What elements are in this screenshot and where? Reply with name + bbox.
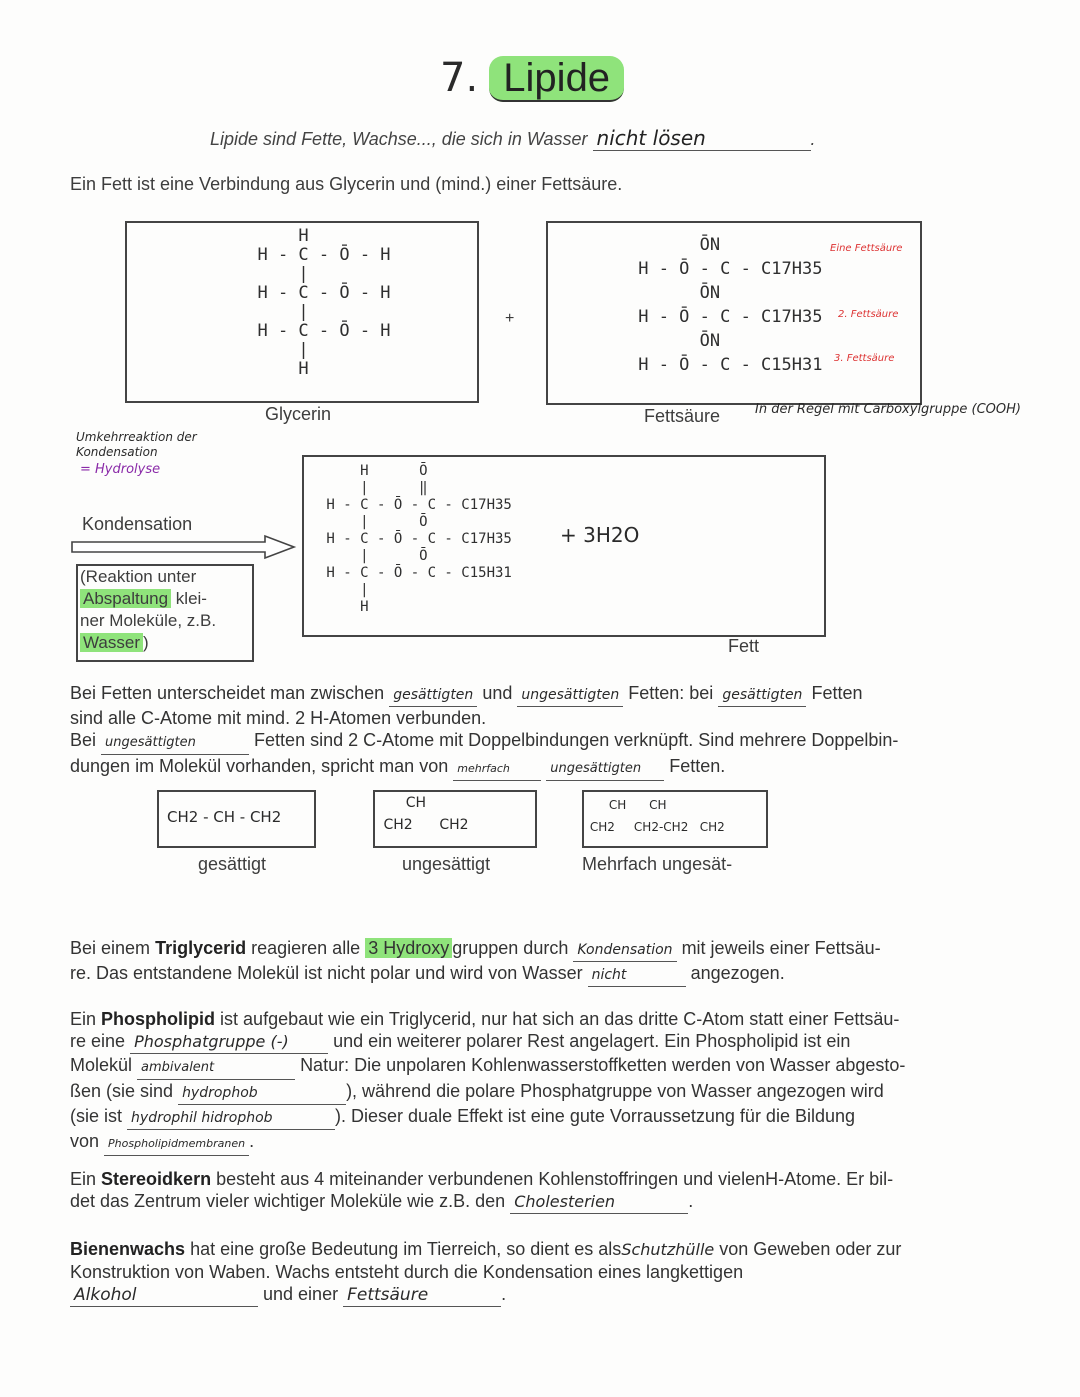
sat-text-8: dungen im Molekül vorhanden, spricht man von [70,756,449,776]
fat-formula: H Ō | ‖ H - C - Ō - C - C17H35 | Ō H - C - Ō - C - C17H35 | Ō H - C - Ō - C - C15H31 | H [326,463,512,615]
tri-bold: Triglycerid [155,938,247,958]
sat-answer-1: gesättigten [389,684,477,707]
annotation-1: Eine Fettsäure [830,243,903,254]
tri-answer-2: nicht [588,964,686,987]
st-text-1: Ein [70,1169,97,1189]
wax-text-1: hat eine große Bedeutung im Tierreich, so dient es als [190,1239,622,1259]
title-text: Lipide [489,56,624,102]
intro-answer: nicht lösen [593,126,811,151]
wax-text-3: Konstruktion von Waben. Wachs entsteht durch die Kondensation eines langkettigen [70,1262,744,1282]
pl-text-7: ßen (sie sind [70,1081,174,1101]
tri-text-4: mit jeweils einer Fettsäu- [681,938,881,958]
reaction-note-1: (Reaktion unter [80,567,197,586]
sat-answer-6: ungesättigten [546,758,664,781]
pl-text-4: und ein weiterer polarer Rest angelagert. Ein Phospholipid ist ein [333,1031,851,1051]
pl-text-8: ), während die polare Phosphatgruppe von Wasser angezogen wird [346,1081,884,1101]
wax-answer-1: Alkohol [70,1284,258,1307]
pl-text-9: (sie ist [70,1106,123,1126]
wax-text-2: von Geweben oder zur [719,1239,902,1259]
plus-sign: + [505,310,515,327]
pl-text-1: Ein [70,1009,97,1029]
sat-text-7: Fetten sind 2 C-Atome mit Doppelbindungen verknüpft. Sind mehrere Doppelbin- [254,730,899,750]
st-text-3: det das Zentrum vieler wichtiger Moleküle wie z.B. den [70,1191,506,1211]
intro-sentence [210,126,816,151]
st-text-2: besteht aus 4 miteinander verbundenen Kohlenstoffringen und vielenH-Atome. Er bil- [216,1169,894,1189]
kondensation-label: Kondensation [82,514,193,534]
wax-handwritten: Schutzhülle [621,1240,715,1259]
reaction-note-2: klei- [171,589,207,608]
pl-answer-4: hydrophil hidrophob [127,1107,335,1130]
fat-label: Fett [728,636,760,656]
pl-text-12: . [249,1131,255,1151]
intro-text: Lipide sind Fette, Wachse..., die sich in Wasser [210,129,588,149]
pl-answer-1: Phosphatgruppe (-) [130,1031,328,1054]
pl-answer-5: Phospholipidmembranen [104,1133,249,1156]
example-unsaturated-formula: CH CH2 CH2 [383,795,469,833]
fatty-acid-formula: ŌN H - Ō - C - C17H35 ŌN H - Ō - C - C17H35 ŌN H - Ō - C - C15H31 [638,235,823,375]
example-polyunsaturated-label: Mehrfach ungesät- [582,854,733,874]
st-bold: Stereoidkern [101,1169,212,1189]
sat-text-9: Fetten. [669,756,726,776]
tri-text-5: re. Das entstandene Molekül ist nicht polar und wird von Wasser [70,963,583,983]
chapter-number: 7. [440,55,479,101]
stereoid-paragraph [70,1168,1010,1214]
pl-text-11: von [70,1131,100,1151]
sat-answer-4: ungesättigten [101,732,249,755]
triglycerid-paragraph [70,937,1010,987]
example-polyunsaturated-box [582,790,768,848]
reaction-note-box [76,564,254,662]
intro-end: . [810,129,816,149]
water-product: + 3H2O [560,523,640,547]
example-unsaturated-box [373,790,537,848]
sat-text-2: und [482,683,513,703]
fat-definition: Ein Fett ist eine Verbindung aus Glycerin und (mind.) einer Fettsäure. [70,174,623,194]
tri-text-1: Bei einem [70,938,151,958]
reverse-reaction-note: Umkehrreaktion der Kondensation [76,430,197,459]
glycerin-formula: H H - C - Ō - H | H - C - Ō - H | H - C - Ō - H | H [257,226,391,379]
example-polyunsaturated-formula: CH CH CH2 CH2-CH2 CH2 [589,798,725,834]
fatty-acid-label: Fettsäure [644,406,721,426]
phospholipid-paragraph [70,1008,1010,1156]
reaction-note-4: ) [143,633,149,652]
carboxyl-note: In der Regel mit Carboxylgruppe (COOH) [755,402,1021,417]
wax-bold: Bienenwachs [70,1239,186,1259]
glycerin-box [125,221,479,403]
sat-text-4: Fetten [811,683,863,703]
example-saturated-label: gesättigt [198,854,267,874]
hydrolyse-note: = Hydrolyse [80,462,161,477]
annotation-3: 3. Fettsäure [834,353,895,364]
wax-text-4: und einer [263,1284,339,1304]
tri-highlight: 3 Hydroxy [365,938,452,958]
pl-text-10: ). Dieser duale Effekt ist eine gute Vorraussetzung für die Bildung [335,1106,856,1126]
pl-text-5: Molekül [70,1055,133,1075]
sat-answer-2: ungesättigten [517,684,623,707]
pl-text-6: Natur: Die unpolaren Kohlenwasserstoffketten werden von Wasser abgesto- [300,1055,906,1075]
tri-answer-1: Kondensation [573,939,676,962]
reaction-note-3: ner Moleküle, z.B. [80,611,217,630]
tri-text-2: reagieren alle [251,938,361,958]
pl-text-2: ist aufgebaut wie ein Triglycerid, nur hat sich an das dritte C-Atom statt einer Fettsäu- [220,1009,900,1029]
sat-text-1: Bei Fetten unterscheidet man zwischen [70,683,385,703]
sat-answer-3: gesättigten [718,684,806,707]
pl-text-3: re eine [70,1031,126,1051]
fatty-acid-box [546,221,922,405]
sat-text-3: Fetten: bei [628,683,714,703]
sat-text-5: sind alle C-Atome mit mind. 2 H-Atomen verbunden. [70,708,487,728]
reaction-note-highlight-2: Wasser [80,633,143,652]
st-text-4: . [688,1191,694,1211]
fat-box [302,455,826,637]
pl-answer-3: hydrophob [178,1082,346,1105]
tri-text-6: angezogen. [690,963,785,983]
wax-answer-2: Fettsäure [343,1284,501,1307]
tri-text-3: gruppen durch [452,938,569,958]
wax-text-5: . [501,1284,507,1304]
reaction-arrow [70,534,298,560]
sat-text-6: Bei [70,730,97,750]
pl-bold: Phospholipid [101,1009,216,1029]
example-unsaturated-label: ungesättigt [402,854,491,874]
glycerin-label: Glycerin [265,404,332,424]
pl-answer-2: ambivalent [137,1057,295,1080]
sat-answer-5: mehrfach [453,758,541,781]
example-saturated-formula: CH2 - CH - CH2 [167,808,282,826]
saturation-paragraph [70,682,1010,781]
st-answer: Cholesterien [510,1191,688,1214]
page-title [440,55,624,101]
example-saturated-box [157,790,316,848]
annotation-2: 2. Fettsäure [838,309,899,320]
wax-paragraph [70,1238,1010,1307]
reaction-note-highlight-1: Abspaltung [80,589,171,608]
